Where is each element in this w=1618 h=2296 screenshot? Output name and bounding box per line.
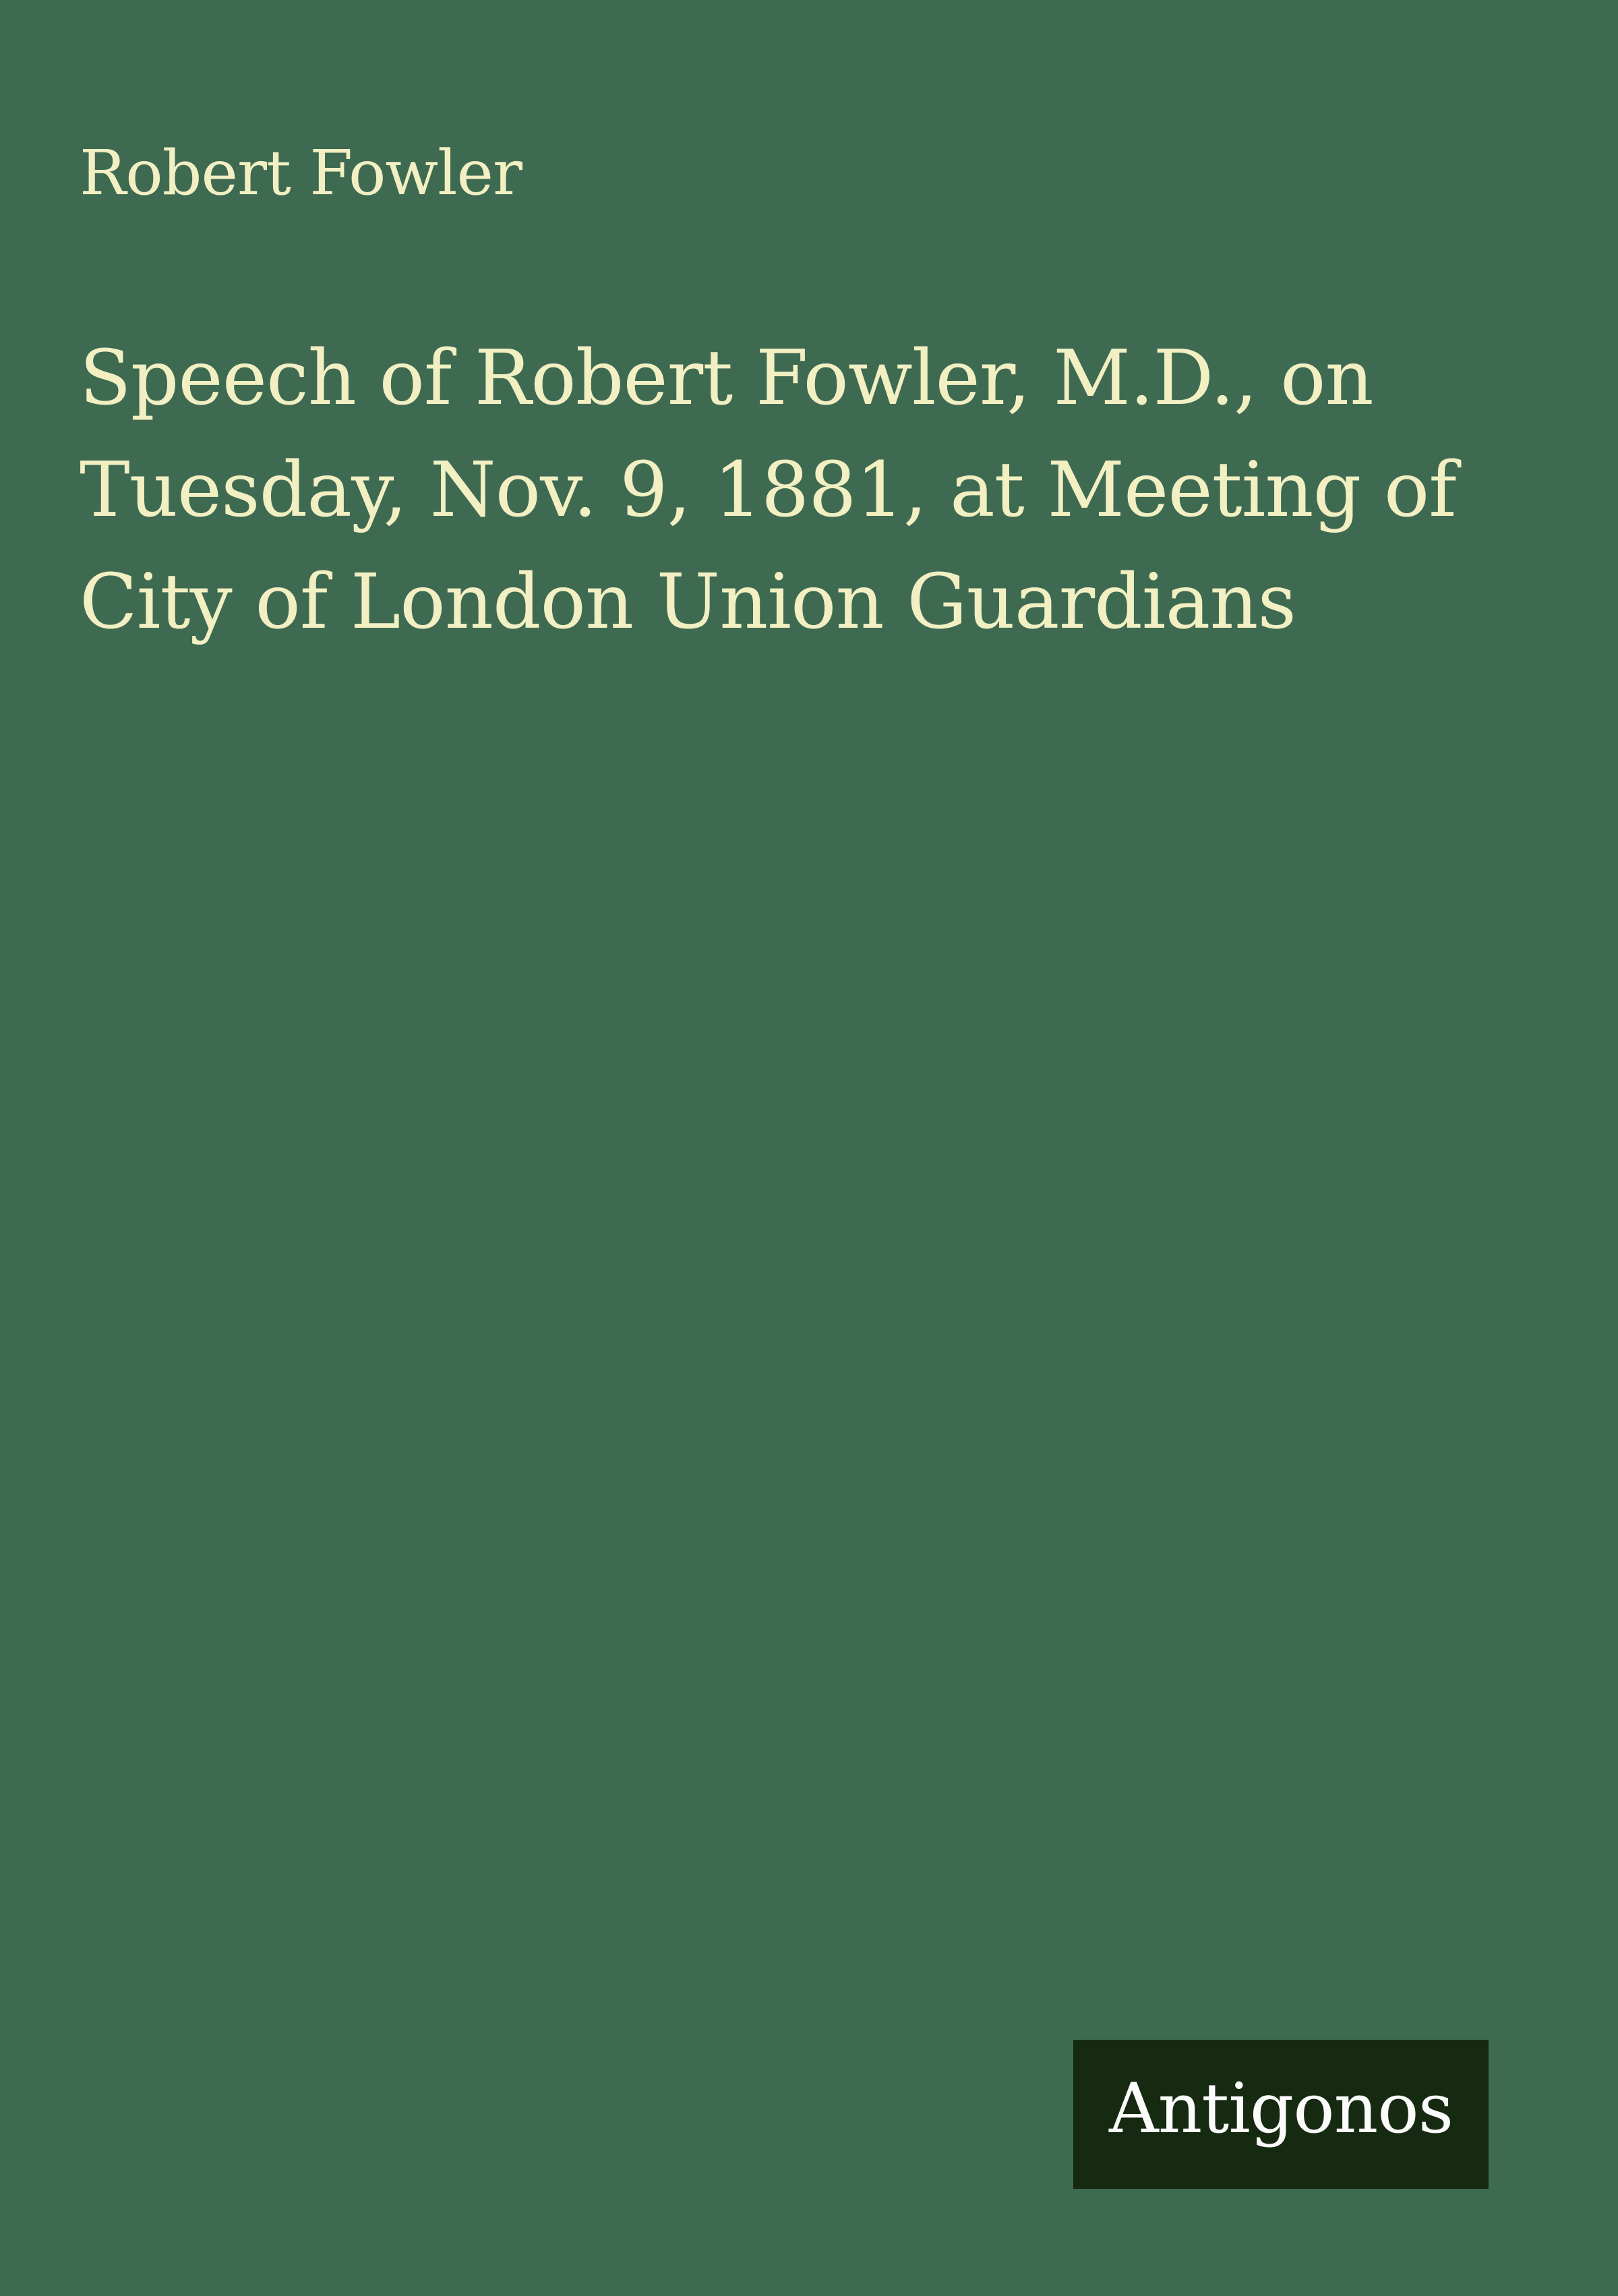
book-title-line-3: City of London Union Guardians xyxy=(80,558,1296,646)
publisher-box xyxy=(1073,2040,1489,2189)
book-title-line-2: Tuesday, Nov. 9, 1881, at Meeting of xyxy=(80,446,1456,534)
book-title xyxy=(80,322,1542,658)
author-name: Robert Fowler xyxy=(80,137,522,209)
book-title-line-1: Speech of Robert Fowler, M.D., on xyxy=(80,334,1373,422)
publisher-name: Antigonos xyxy=(1108,2068,1454,2149)
